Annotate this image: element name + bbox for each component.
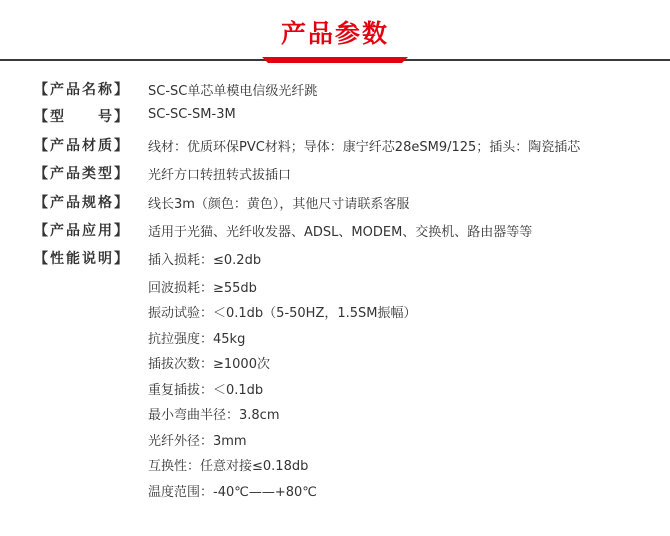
spec-value: 适用于光猫、光纤收发器、ADSL、MODEM、交换机、路由器等等 [148,225,533,240]
performance-item: 插拔次数：≥1000次 [148,357,270,372]
page-title: 产品参数 [280,19,389,48]
spec-value: 光纤方口转扭转式拔插口 [148,168,292,183]
spec-value: 线材：优质环保PVC材料；导体：康宁纤芯28eSM9/125；插头：陶瓷插芯 [148,140,581,155]
title-divider [0,55,670,63]
spec-value: 线长3m（颜色：黄色），其他尺寸请联系客服 [148,197,410,212]
spec-label: 【产品类型】 [34,166,130,182]
performance-item: 回波损耗：≥55db [148,281,257,296]
performance-item: 温度范围：-40℃——+80℃ [148,485,317,500]
divider-accent [262,55,408,65]
performance-item: 抗拉强度：45kg [148,332,246,347]
spec-value: SC-SC单芯单模电信级光纤跳 [148,84,318,99]
spec-label: 【产品材质】 [34,138,130,154]
spec-label: 【性能说明】 [34,251,130,267]
performance-item: 最小弯曲半径：3.8cm [148,408,280,423]
spec-label: 【产品应用】 [34,223,130,239]
spec-label: 【产品规格】 [34,195,130,211]
spec-label: 【型 号】 [34,109,130,125]
spec-value: SC-SC-SM-3M [148,107,236,122]
spec-value: 插入损耗：≤0.2db [148,253,262,268]
performance-item: 振动试验：＜0.1db（5-50HZ，1.5SM振幅） [148,306,417,321]
performance-item: 光纤外径：3mm [148,434,247,449]
spec-label: 【产品名称】 [34,82,130,98]
performance-item: 互换性：任意对接≤0.18db [148,459,309,474]
performance-item: 重复插拔：＜0.1db [148,383,264,398]
